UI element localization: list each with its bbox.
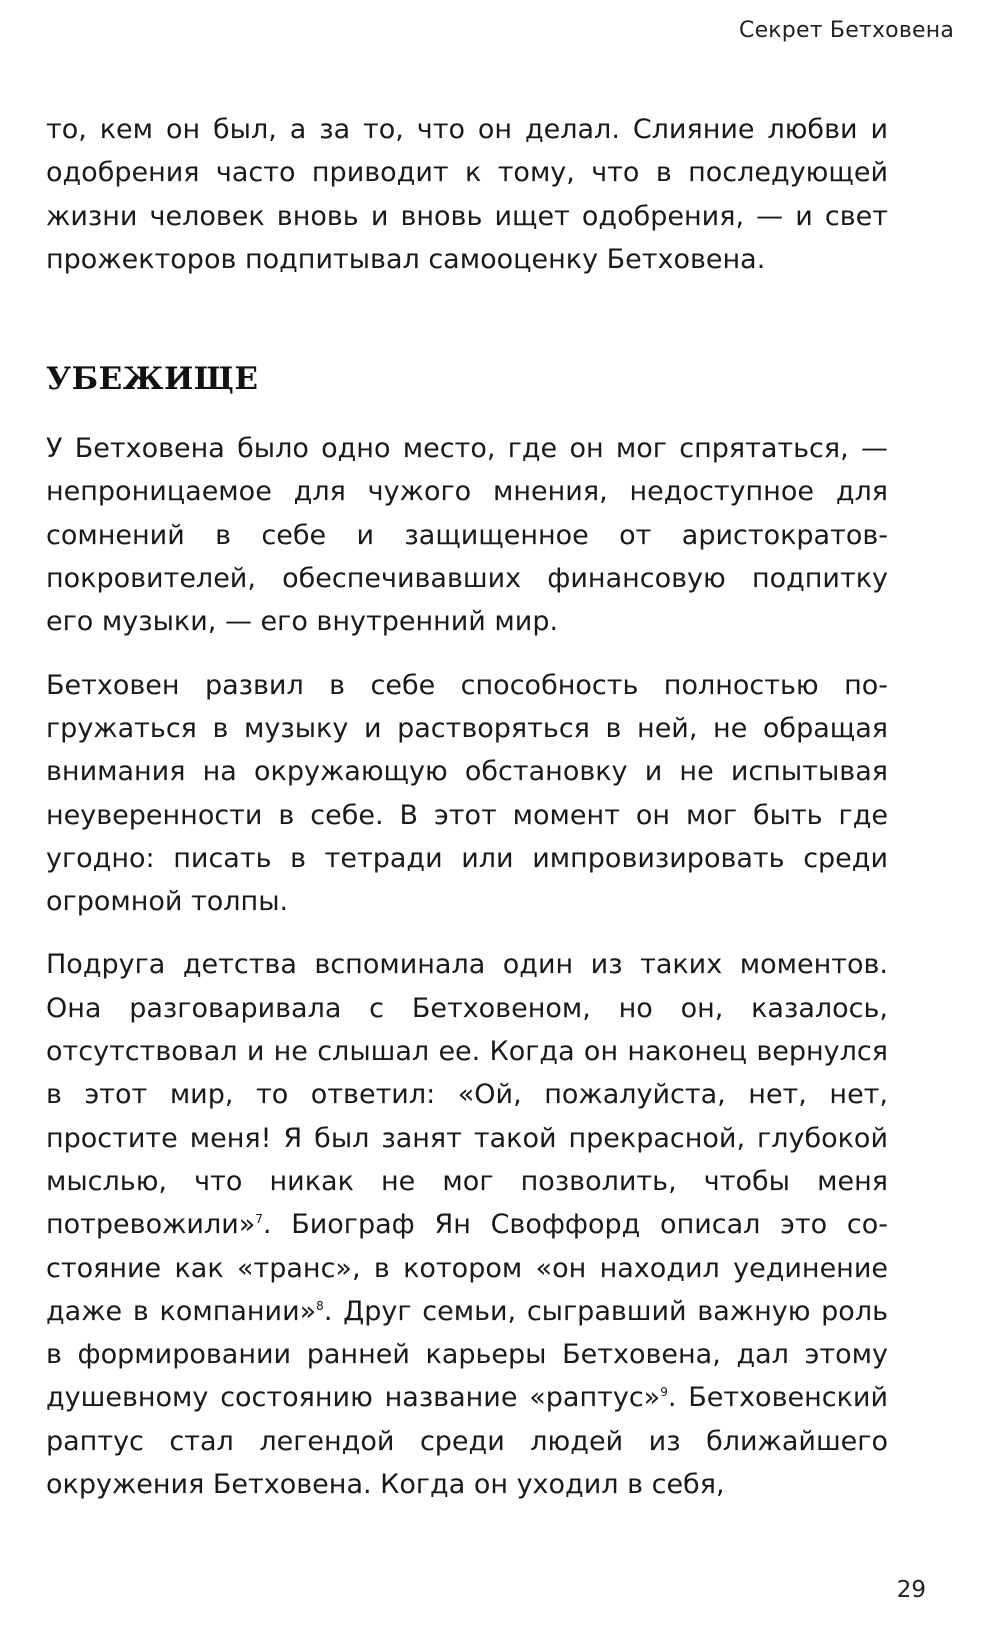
paragraph-raptus-text: . Друг семьи, сыгравший важную роль в формировании ранней карьеры Бетховена, дал этому душевному состоянию название «раптус» [46,1295,888,1414]
paragraph-raptus [46,943,888,1506]
intro-paragraph: то, кем он был, а за то, что он делал. Слияние любви и одобрения часто приводит к тому, что в последующей жизни человек вновь и вновь ищет одобрения, — и свет прожекторов подпитывал самооценку Бетховена. [46,114,888,275]
paragraph-raptus-text: . Бетховенский раптус стал легендой среди людей из ближайшего окружения Бетховена. Когда он уходил в себя, [46,1382,888,1501]
paragraph-raptus-text: Подруга детства вспоминала один из таких моментов. Она разговаривала с Бетховеном, но он, казалось, отсутствовал и не слышал ее. Когда он наконец вернулся в этот мир, то ответил: «Ой, пожалуйста, нет, нет, простите меня! Я был занят такой прекрасной, глубокой мыслью, что никак не мог позволить, чтобы меня потревожили» [46,949,888,1241]
footnote-ref-8: 8 [316,1298,324,1313]
paragraph-hideaway: У Бетховена было одно место, где он мог спрятаться, — непроницаемое для чужого мнения, недоступное для сомнений в себе и защищенное от аристократов-покровителей, обеспечивавших финансовую подпитку его музыки, — его внутренний мир. [46,433,888,638]
footnote-ref-7: 7 [255,1212,263,1227]
footnote-ref-9: 9 [660,1385,668,1400]
page-number: 29 [896,1577,926,1603]
page-body [46,108,888,1526]
paragraph-immersion: Бетховен развил в себе способность полностью погружаться в музыку и растворяться в ней, не обращая внимания на окружающую обстановку и не испытывая неуверенности в себе. В этот момент он мог быть где угодно: писать в тетради или импровизировать среди огромной толпы. [46,669,888,918]
paragraph-raptus-text: . Биограф Ян Своффорд описал это состояние как «транс», в котором «он находил уединение даже в компании» [46,1209,888,1327]
running-header-title: Секрет Бетховена [739,18,954,43]
section-heading: УБЕЖИЩЕ [46,361,259,398]
